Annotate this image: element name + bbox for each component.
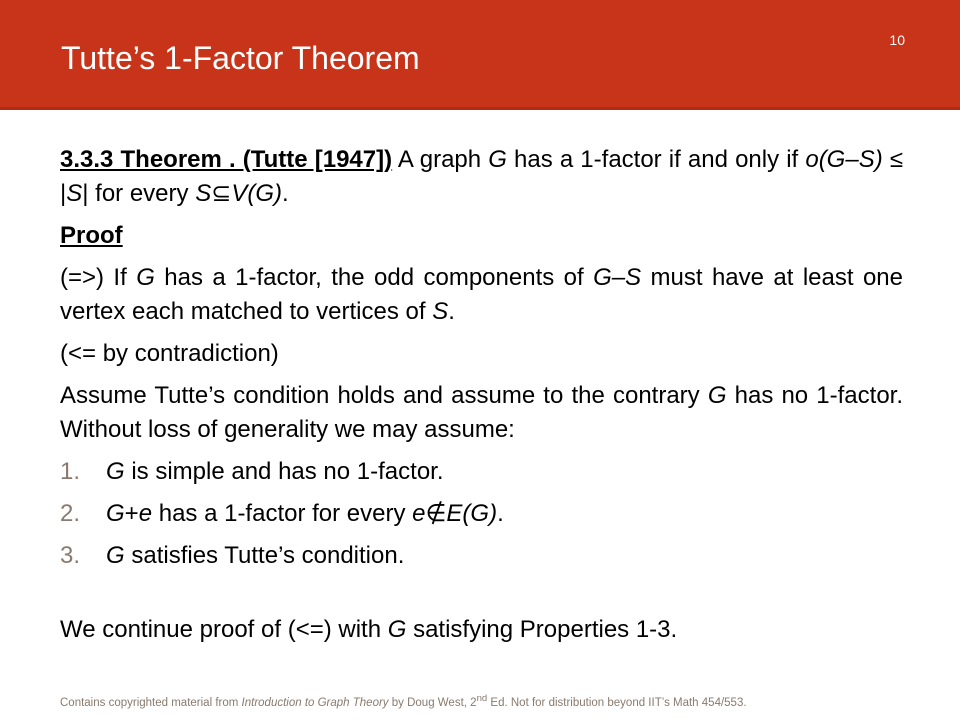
backward-direction-label: (<= by contradiction) xyxy=(60,340,279,367)
copyright-footer xyxy=(60,693,747,709)
list-item xyxy=(60,539,903,573)
list-number: 3. xyxy=(60,542,81,569)
vertex-set-expr: V(G) xyxy=(231,180,282,207)
plus-symbol: + xyxy=(124,500,139,527)
list-number: 2. xyxy=(60,500,81,527)
spacer xyxy=(60,581,903,613)
var-g: G xyxy=(106,458,125,485)
slide-title: Tutte’s 1-Factor Theorem xyxy=(61,40,420,76)
odd-components-expr: o(G–S) xyxy=(805,146,883,173)
var-s: S xyxy=(195,180,212,207)
list-number: 1. xyxy=(60,458,81,485)
book-title: Introduction to Graph Theory xyxy=(241,696,389,709)
property-text: is simple and has no 1-factor. xyxy=(124,458,444,485)
var-g: G xyxy=(106,500,125,527)
property-text: satisfies Tutte’s condition. xyxy=(124,542,405,569)
list-item xyxy=(60,497,903,531)
theorem-text: . xyxy=(281,180,289,207)
assume-text: has no 1-factor. Without loss of generality we may assume: xyxy=(60,382,903,443)
list-item xyxy=(60,455,903,489)
var-g: G xyxy=(387,616,407,643)
forward-text: . xyxy=(448,298,455,325)
var-g: G xyxy=(136,264,155,291)
property-text: has a 1-factor for every xyxy=(152,500,413,527)
slide-body xyxy=(60,143,903,655)
forward-text: (=>) If xyxy=(60,264,137,291)
theorem-text: has a 1-factor if and only if xyxy=(506,146,806,173)
graph-minus-s-expr: G–S xyxy=(593,264,642,291)
var-g: G xyxy=(106,542,125,569)
theorem-text: A graph xyxy=(392,146,489,173)
proof-label: Proof xyxy=(60,222,123,249)
theorem-label: 3.3.3 Theorem . (Tutte [1947]) xyxy=(60,146,393,173)
theorem-text: | for every xyxy=(82,180,196,207)
forward-direction xyxy=(60,261,903,329)
var-s: S xyxy=(432,298,449,325)
theorem-text: ≤ | xyxy=(60,146,903,207)
not-in-symbol: ∉ xyxy=(425,500,447,527)
var-g: G xyxy=(707,382,727,409)
footer-text: Ed. Not for distribution beyond IIT’s Math 454/553. xyxy=(487,696,747,709)
slide-number: 10 xyxy=(889,32,905,48)
footer-superscript: nd xyxy=(476,693,488,704)
continuation-paragraph xyxy=(60,613,903,647)
property-text: . xyxy=(497,500,504,527)
subset-symbol: ⊆ xyxy=(211,180,232,207)
title-bar xyxy=(0,0,960,110)
continue-text: We continue proof of (<=) with xyxy=(60,616,388,643)
footer-text: Contains copyrighted material from xyxy=(60,696,242,709)
property-list xyxy=(60,455,903,573)
assumption-paragraph xyxy=(60,379,903,447)
var-e: e xyxy=(412,500,426,527)
footer-text: by Doug West, 2 xyxy=(388,696,477,709)
assume-text: Assume Tutte’s condition holds and assume to the contrary xyxy=(60,382,708,409)
var-s: S xyxy=(66,180,83,207)
theorem-statement xyxy=(60,143,903,211)
forward-text: has a 1-factor, the odd components of xyxy=(154,264,594,291)
continue-text: satisfying Properties 1-3. xyxy=(406,616,678,643)
forward-text: must have at least one vertex each matched to vertices of xyxy=(60,264,903,325)
proof-heading xyxy=(60,219,903,253)
var-e: e xyxy=(138,500,153,527)
var-g: G xyxy=(488,146,507,173)
edge-set-expr: E(G) xyxy=(446,500,498,527)
